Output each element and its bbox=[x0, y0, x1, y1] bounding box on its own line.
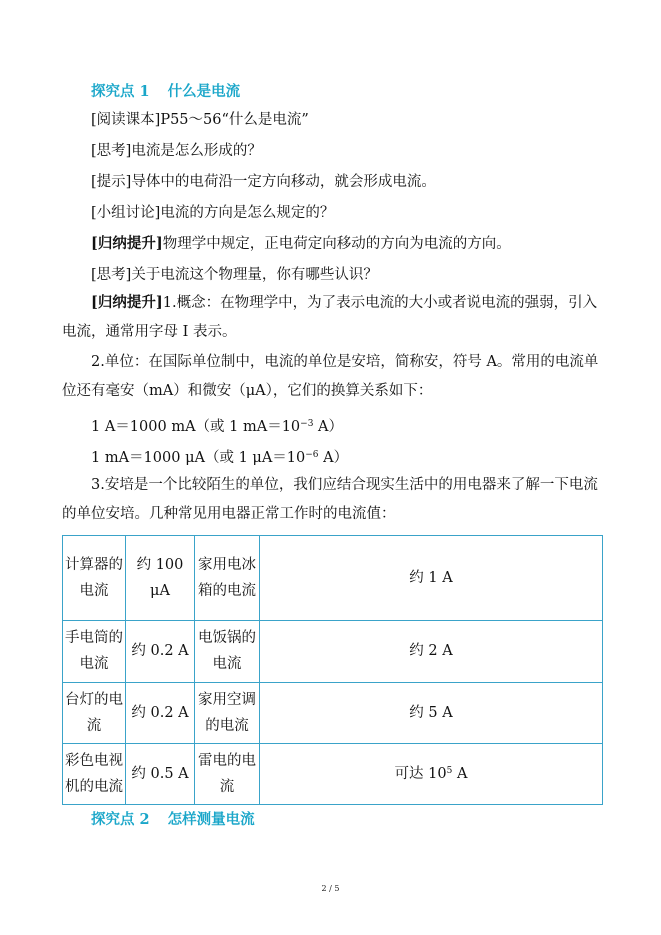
line-text: 物理学中规定，正电荷定向移动的方向为电流的方向。 bbox=[162, 236, 511, 252]
value-unit: A bbox=[452, 765, 468, 782]
line-tag: [归纳提升] bbox=[91, 235, 163, 252]
conversion-text: 1 mA＝1000 μA（或 1 μA＝10 bbox=[91, 450, 306, 466]
concept-text: 1.概念：在物理学中，为了表示电流的大小或者说电流的强弱，引入电流，通常用字母 I 表示。 bbox=[62, 295, 598, 340]
table-cell: 约 5 A bbox=[260, 682, 603, 743]
unit-text: 2.单位：在国际单位制中，电流的单位是安培，简称安，符号 A。常用的电流单位还有毫安（mA）和微安（μA），它们的换算关系如下： bbox=[62, 354, 599, 399]
section-label: 探究点 2 bbox=[91, 811, 150, 828]
section-label: 探究点 1 bbox=[91, 83, 150, 100]
conversion-line-2 bbox=[91, 446, 348, 467]
line-text: 导体中的电荷沿一定方向移动，就会形成电流。 bbox=[131, 174, 436, 190]
table-cell: 彩色电视机的电流 bbox=[63, 743, 126, 804]
conversion-text: 1 A＝1000 mA（或 1 mA＝10 bbox=[91, 419, 301, 435]
group-discussion-line bbox=[91, 201, 334, 222]
section-title: 什么是电流 bbox=[167, 83, 241, 100]
exponent: 5 bbox=[446, 765, 453, 776]
exponent: −6 bbox=[305, 450, 319, 460]
table-row bbox=[63, 536, 603, 621]
think-line-2 bbox=[91, 263, 378, 284]
table-row bbox=[63, 743, 603, 804]
line-text: 电流是怎么形成的？ bbox=[131, 143, 262, 159]
ampere-text: 3.安培是一个比较陌生的单位，我们应结合现实生活中的用电器来了解一下电流的单位安培。几种常见用电器正常工作时的电流值： bbox=[62, 477, 598, 522]
line-tag: [小组讨论] bbox=[91, 205, 161, 221]
page-number: 2 / 5 bbox=[321, 884, 340, 893]
line-tag: [思考] bbox=[91, 143, 132, 159]
line-tag: [提示] bbox=[91, 174, 132, 190]
table-cell: 约 0.5 A bbox=[126, 743, 195, 804]
ampere-paragraph bbox=[62, 471, 607, 529]
line-tag: [阅读课本] bbox=[91, 112, 161, 128]
value-text: 可达 10 bbox=[394, 765, 447, 782]
summary-tag-2: [归纳提升] bbox=[91, 294, 163, 311]
table-cell: 计算器的电流 bbox=[63, 536, 126, 621]
table-cell: 手电筒的电流 bbox=[63, 620, 126, 682]
table-cell: 约 100 μA bbox=[126, 536, 195, 621]
conversion-tail: A） bbox=[313, 419, 344, 435]
line-tag: [思考] bbox=[91, 267, 132, 283]
table-cell: 雷电的电流 bbox=[195, 743, 260, 804]
table-cell: 台灯的电流 bbox=[63, 682, 126, 743]
unit-paragraph bbox=[62, 348, 607, 406]
summary-line-1 bbox=[91, 232, 511, 253]
table-row bbox=[63, 682, 603, 743]
section-heading-1 bbox=[91, 80, 240, 101]
concept-paragraph bbox=[62, 288, 607, 347]
section-title: 怎样测量电流 bbox=[167, 811, 255, 828]
conversion-tail: A） bbox=[318, 450, 349, 466]
read-textbook-line bbox=[91, 108, 309, 129]
line-text: 关于电流这个物理量，你有哪些认识？ bbox=[131, 267, 378, 283]
table-row bbox=[63, 620, 603, 682]
conversion-line-1 bbox=[91, 415, 343, 436]
table-cell: 约 2 A bbox=[260, 620, 603, 682]
table-cell: 家用空调的电流 bbox=[195, 682, 260, 743]
current-values-table bbox=[62, 535, 603, 805]
section-heading-2 bbox=[91, 808, 255, 829]
table-cell: 约 0.2 A bbox=[126, 620, 195, 682]
think-line-1 bbox=[91, 139, 262, 160]
line-text: 电流的方向是怎么规定的？ bbox=[160, 205, 335, 221]
table-cell: 约 1 A bbox=[260, 536, 603, 621]
exponent: −3 bbox=[300, 419, 314, 429]
table-cell: 约 0.2 A bbox=[126, 682, 195, 743]
line-text: P55～56“什么是电流” bbox=[160, 112, 309, 128]
table-cell bbox=[260, 743, 603, 804]
table-cell: 家用电冰箱的电流 bbox=[195, 536, 260, 621]
hint-line bbox=[91, 170, 436, 191]
table-cell: 电饭锅的电流 bbox=[195, 620, 260, 682]
